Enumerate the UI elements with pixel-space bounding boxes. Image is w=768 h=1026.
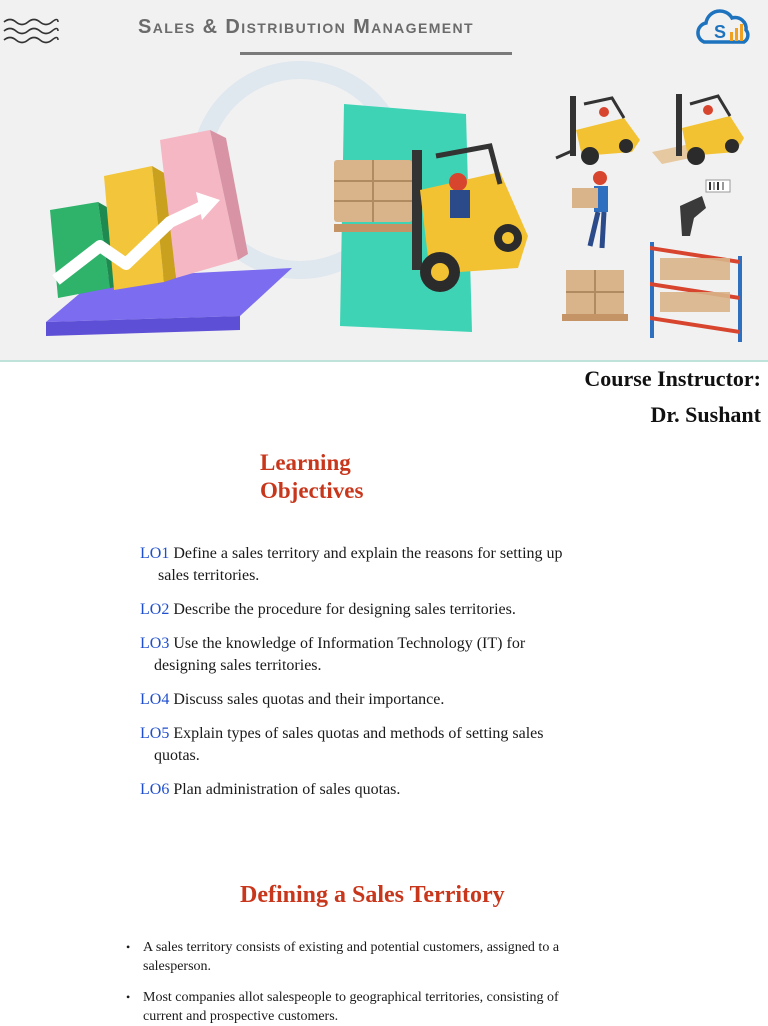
objective-text-continued: designing sales territories. (154, 657, 322, 674)
objective-item-lo1 (140, 543, 642, 587)
objective-text: Discuss sales quotas and their importance. (173, 691, 445, 708)
instructor-label: Course Instructor: (584, 366, 761, 391)
warehouse-illustration (0, 60, 768, 360)
section-heading: Defining a Sales Territory (240, 882, 505, 908)
heading-line-2: Objectives (260, 478, 364, 503)
objective-text: Plan administration of sales quotas. (173, 781, 401, 798)
bullet-dot-icon: • (126, 940, 131, 954)
instructor-name: Dr. Sushant (650, 402, 761, 427)
objective-code: LO6 (140, 781, 170, 798)
objective-text: Explain types of sales quotas and methods of setting sales (173, 725, 544, 742)
banner-title: Sales & Distribution Management (138, 16, 474, 38)
banner-divider (0, 360, 768, 362)
objective-code: LO3 (140, 635, 170, 652)
objective-text: Define a sales territory and explain the reasons for setting up (173, 545, 563, 562)
objective-text-continued: sales territories. (158, 567, 260, 584)
wave-lines-icon (2, 16, 60, 50)
objective-code: LO5 (140, 725, 170, 742)
objective-text: Use the knowledge of Information Technology (IT) for (173, 635, 526, 652)
objective-item-lo4 (140, 689, 642, 711)
header-banner (0, 0, 768, 362)
cloud-analytics-logo-icon (690, 6, 756, 50)
objective-code: LO1 (140, 545, 170, 562)
learning-objectives-heading (260, 449, 460, 505)
bullet-line-2: current and prospective customers. (143, 1009, 339, 1024)
objective-item-lo6 (140, 779, 642, 801)
list-item (126, 938, 636, 976)
objective-text-continued: quotas. (154, 747, 200, 764)
svg-text:S: S (714, 22, 727, 42)
heading-line-1: Learning (260, 450, 351, 475)
objective-item-lo2 (140, 599, 642, 621)
bullet-line-1: Most companies allot salespeople to geographical territories, consisting of (143, 990, 559, 1005)
bullet-line-2: salesperson. (143, 959, 212, 974)
bullet-line-1: A sales territory consists of existing and potential customers, assigned to a (143, 940, 560, 955)
objective-code: LO4 (140, 691, 170, 708)
objective-item-lo3 (140, 633, 642, 677)
bullet-dot-icon: • (126, 990, 131, 1004)
objective-text: Describe the procedure for designing sales territories. (173, 601, 516, 618)
objective-code: LO2 (140, 601, 170, 618)
title-underline (240, 52, 512, 55)
list-item (126, 988, 636, 1026)
objective-item-lo5 (140, 723, 642, 767)
